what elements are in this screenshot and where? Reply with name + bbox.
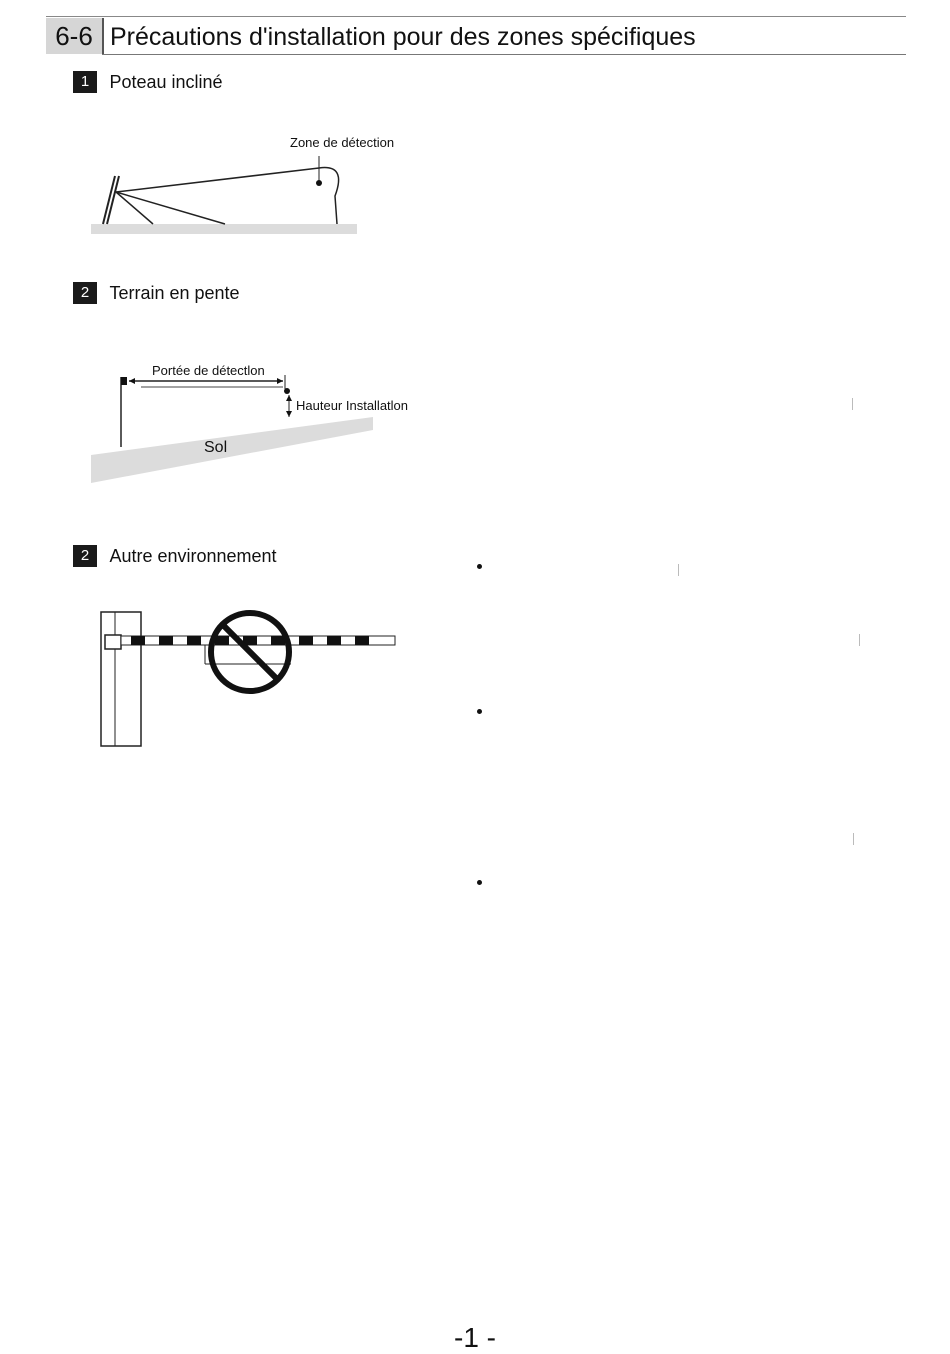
scan-mark xyxy=(852,398,853,410)
ground-slope xyxy=(91,417,373,483)
gate-cabinet xyxy=(101,612,141,746)
header-top-rule xyxy=(46,16,906,17)
section-other-environment xyxy=(73,545,277,569)
bullet-marker xyxy=(477,564,482,569)
section-label: Poteau incliné xyxy=(109,71,223,92)
section-slope-ground xyxy=(73,282,240,306)
section-header xyxy=(46,16,906,56)
detection-range-label: Portée de détectlon xyxy=(152,363,265,378)
section-badge: 2 xyxy=(73,282,97,304)
detection-zone-label: Zone de détection xyxy=(290,135,395,150)
section-tilted-pole xyxy=(73,71,223,95)
slope-ground-icon xyxy=(85,355,435,490)
tilted-pole-icon xyxy=(85,130,425,245)
scan-mark xyxy=(853,833,854,845)
no-entry-icon xyxy=(211,613,289,691)
page-title: Précautions d'installation pour des zones spécifiques xyxy=(110,23,696,51)
ground-strip xyxy=(91,224,357,234)
barrier-gate-icon xyxy=(95,600,405,755)
section-number: 6-6 xyxy=(46,18,104,54)
scan-mark xyxy=(859,634,860,646)
section-label: Autre environnement xyxy=(109,545,277,566)
page-number: -1 - xyxy=(454,1322,496,1353)
scan-mark xyxy=(678,564,679,576)
header-bottom-rule xyxy=(102,54,906,55)
section-badge: 2 xyxy=(73,545,97,567)
install-height-label: Hauteur Installatlon xyxy=(296,398,409,413)
section-label: Terrain en pente xyxy=(109,282,240,303)
section-badge: 1 xyxy=(73,71,97,93)
bullet-marker xyxy=(477,709,482,714)
ground-label: Sol xyxy=(204,439,228,456)
bullet-marker xyxy=(477,880,482,885)
